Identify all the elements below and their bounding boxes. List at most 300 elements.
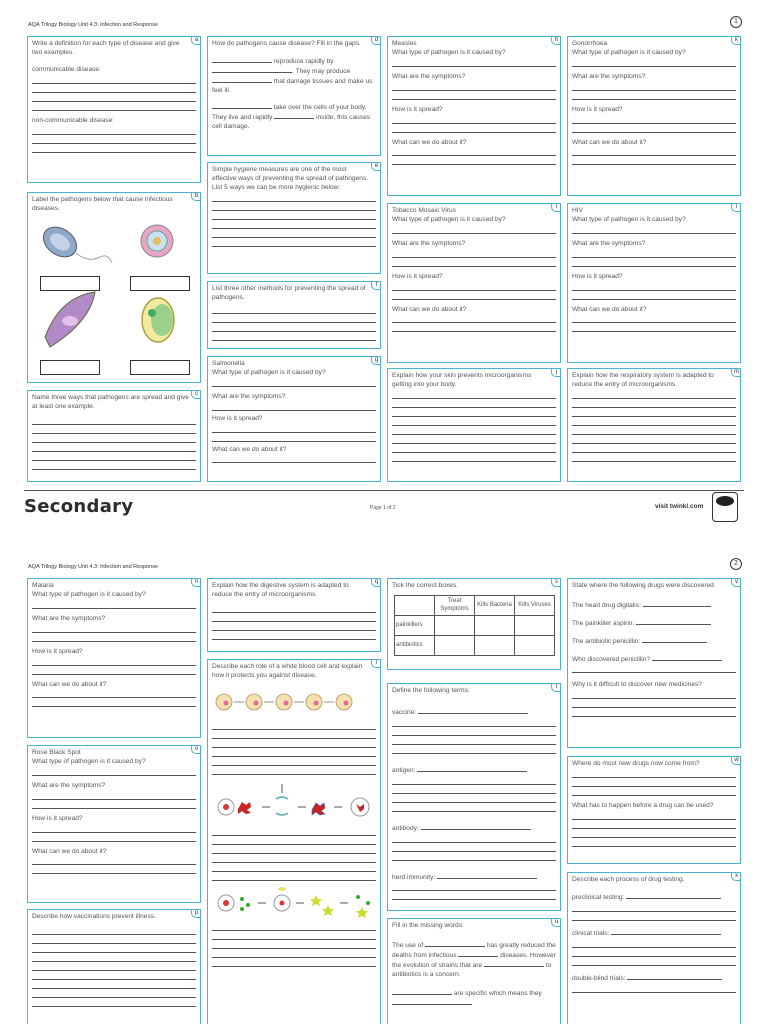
answer-line[interactable] xyxy=(392,82,556,91)
fill-gap[interactable] xyxy=(392,999,472,1005)
answer-line[interactable] xyxy=(572,912,736,921)
question-tag: i xyxy=(551,203,561,212)
gap-text: that damage tissues and make us feel ill. xyxy=(212,77,373,94)
answer-line[interactable] xyxy=(392,314,556,323)
answer-line[interactable] xyxy=(572,957,736,966)
question-box-w xyxy=(567,756,741,864)
answer-line[interactable] xyxy=(392,124,556,133)
question-text: Why is it difficult to discover new medicines? xyxy=(572,681,702,689)
answer-line[interactable] xyxy=(572,147,736,156)
answer-line[interactable] xyxy=(32,953,196,962)
question-text: What type of pathogen is it caused by? xyxy=(32,757,146,765)
answer-line[interactable] xyxy=(212,202,376,211)
answer-line[interactable] xyxy=(392,736,556,745)
answer-line[interactable] xyxy=(212,739,376,748)
answer-line[interactable] xyxy=(392,225,556,234)
question-tag: b xyxy=(191,192,201,201)
gap-text: has greatly reduced the deaths from infectious xyxy=(392,941,556,959)
question-text: What type of pathogen is it caused by? xyxy=(32,590,146,598)
answer-line[interactable] xyxy=(572,417,736,426)
question-tag: h xyxy=(551,36,561,45)
question-text: Explain how your skin prevents microorganisms getting into your body. xyxy=(392,372,532,388)
question-box-q xyxy=(207,578,381,652)
answer-line[interactable] xyxy=(32,791,196,800)
answer-line[interactable] xyxy=(32,84,196,93)
fill-gap[interactable] xyxy=(627,974,722,980)
answer-line[interactable] xyxy=(572,811,736,820)
answer-line[interactable] xyxy=(32,926,196,935)
question-tag: k xyxy=(731,36,741,45)
gap-text: The use of xyxy=(392,941,424,949)
answer-line[interactable] xyxy=(212,220,376,229)
fill-gap[interactable] xyxy=(636,619,711,625)
answer-line[interactable] xyxy=(392,249,556,258)
answer-line[interactable] xyxy=(392,785,556,794)
answer-line[interactable] xyxy=(572,282,736,291)
row-header: antibiotics xyxy=(395,635,435,655)
gap-text: . They may produce xyxy=(292,67,351,75)
answer-line[interactable] xyxy=(212,766,376,775)
question-text: How is it spread? xyxy=(572,105,623,113)
fill-gap[interactable] xyxy=(417,766,527,772)
fill-gap[interactable] xyxy=(212,67,292,73)
question-text: How is it spread? xyxy=(572,272,623,280)
drug-label: The heart drug digitalis: xyxy=(572,601,641,609)
answer-line[interactable] xyxy=(392,258,556,267)
answer-line[interactable] xyxy=(32,443,196,452)
answer-line[interactable] xyxy=(572,787,736,796)
answer-line[interactable] xyxy=(32,633,196,642)
answer-line[interactable] xyxy=(212,211,376,220)
question-box-s xyxy=(387,578,561,670)
question-tag: f xyxy=(371,281,381,290)
question-tag: j xyxy=(551,368,561,377)
answer-line[interactable] xyxy=(212,433,376,442)
column-header: Kills Bacteria xyxy=(475,595,515,615)
answer-line[interactable] xyxy=(32,698,196,707)
term-label: antigen: xyxy=(392,766,416,774)
question-text: What are the symptoms? xyxy=(572,239,646,247)
answer-line[interactable] xyxy=(212,845,376,854)
answer-line[interactable] xyxy=(212,305,376,314)
question-text: What can we do about it? xyxy=(32,680,107,688)
answer-line[interactable] xyxy=(32,856,196,865)
question-text: Describe each role of a white blood cell and explain how it protects you against disease. xyxy=(212,663,363,679)
answer-line[interactable] xyxy=(572,115,736,124)
fill-gap[interactable] xyxy=(418,708,528,714)
disease-title: Malaria xyxy=(32,582,54,589)
answer-line[interactable] xyxy=(32,935,196,944)
page-number: 1 xyxy=(730,16,742,28)
fill-gap[interactable] xyxy=(643,601,711,607)
question-box-e xyxy=(207,162,381,274)
answer-line[interactable] xyxy=(572,390,736,399)
answer-line[interactable] xyxy=(32,135,196,144)
answer-line[interactable] xyxy=(212,922,376,931)
answer-line[interactable] xyxy=(212,827,376,836)
answer-line[interactable] xyxy=(572,408,736,417)
question-text: How is it spread? xyxy=(392,272,443,280)
question-text: Name three ways that pathogens are spread and give at least one example. xyxy=(32,394,189,410)
question-tag: l xyxy=(731,203,741,212)
answer-line[interactable] xyxy=(572,708,736,717)
question-text: What can we do about it? xyxy=(212,445,287,453)
question-tag: v xyxy=(731,578,741,587)
tick-cell[interactable] xyxy=(475,635,515,655)
answer-line[interactable] xyxy=(572,690,736,699)
answer-line[interactable] xyxy=(32,93,196,102)
answer-line[interactable] xyxy=(212,872,376,881)
disease-title: Salmonella xyxy=(212,360,245,367)
answer-line[interactable] xyxy=(572,903,736,912)
fill-gap[interactable] xyxy=(642,637,707,643)
answer-line[interactable] xyxy=(32,666,196,675)
answer-line[interactable] xyxy=(572,124,736,133)
answer-line[interactable] xyxy=(572,225,736,234)
answer-line[interactable] xyxy=(212,757,376,766)
question-box-c xyxy=(27,390,201,482)
footer-rule xyxy=(24,490,744,491)
answer-line[interactable] xyxy=(32,971,196,980)
fill-gap[interactable] xyxy=(626,893,721,899)
answer-line[interactable] xyxy=(392,882,556,891)
answer-line[interactable] xyxy=(212,424,376,433)
answer-line[interactable] xyxy=(32,434,196,443)
gap-text: inside, this causes cell damage. xyxy=(212,114,371,131)
label-box[interactable] xyxy=(40,360,100,375)
answer-line[interactable] xyxy=(572,664,736,673)
answer-line[interactable] xyxy=(392,745,556,754)
answer-line[interactable] xyxy=(32,461,196,470)
question-box-t xyxy=(387,683,561,911)
drug-label: The antibiotic penicillin: xyxy=(572,637,641,645)
answer-line[interactable] xyxy=(392,390,556,399)
answer-line[interactable] xyxy=(212,323,376,332)
answer-line[interactable] xyxy=(392,417,556,426)
answer-line[interactable] xyxy=(32,416,196,425)
question-tag: p xyxy=(191,909,201,918)
answer-line[interactable] xyxy=(392,852,556,861)
question-text: What type of pathogen is it caused by? xyxy=(212,368,326,376)
prompt-label: communicable disease: xyxy=(32,65,101,73)
answer-line[interactable] xyxy=(32,657,196,666)
answer-line[interactable] xyxy=(212,836,376,845)
bacterium-image xyxy=(38,221,112,263)
answer-line[interactable] xyxy=(32,689,196,698)
gap-text: reproduce rapidly by xyxy=(273,57,334,65)
answer-line[interactable] xyxy=(32,980,196,989)
answer-line[interactable] xyxy=(32,962,196,971)
question-box-p xyxy=(27,909,201,1024)
answer-line[interactable] xyxy=(572,778,736,787)
answer-line[interactable] xyxy=(572,426,736,435)
answer-line[interactable] xyxy=(32,126,196,135)
question-text: How is it spread? xyxy=(32,647,83,655)
question-box-k xyxy=(567,36,741,196)
fill-gap[interactable] xyxy=(611,929,721,935)
answer-line[interactable] xyxy=(212,748,376,757)
label-box[interactable] xyxy=(130,360,190,375)
answer-line[interactable] xyxy=(392,147,556,156)
answer-line[interactable] xyxy=(392,115,556,124)
question-text: Label the pathogens below that cause infectious diseases. xyxy=(32,196,173,212)
question-box-n xyxy=(27,578,201,738)
question-tag: m xyxy=(731,368,741,377)
answer-line[interactable] xyxy=(212,940,376,949)
answer-line[interactable] xyxy=(212,454,376,463)
answer-line[interactable] xyxy=(32,102,196,111)
answer-line[interactable] xyxy=(32,800,196,809)
answer-line[interactable] xyxy=(32,824,196,833)
question-box-h xyxy=(387,36,561,196)
question-text: What can we do about it? xyxy=(32,847,107,855)
answer-line[interactable] xyxy=(572,984,736,993)
twinkl-badge-icon xyxy=(712,492,738,522)
fill-gap[interactable] xyxy=(212,57,272,63)
question-text: What type of pathogen is it caused by? xyxy=(572,48,686,56)
question-tag: r xyxy=(371,659,381,668)
tick-cell[interactable] xyxy=(475,615,515,635)
answer-line[interactable] xyxy=(32,767,196,776)
answer-line[interactable] xyxy=(572,91,736,100)
column-header: Treat Symptoms xyxy=(435,595,475,615)
answer-line[interactable] xyxy=(212,193,376,202)
question-tag: c xyxy=(191,390,201,399)
disease-title: Tobacco Mosaic Virus xyxy=(392,207,457,214)
disease-title: Gonorrhoea xyxy=(572,40,608,47)
prompt-label: non-communicable disease: xyxy=(32,116,115,124)
fill-gap[interactable] xyxy=(421,824,531,830)
answer-line[interactable] xyxy=(392,843,556,852)
secondary-logo: Secondary xyxy=(24,496,134,517)
answer-line[interactable] xyxy=(572,258,736,267)
term-label: vaccine: xyxy=(392,708,417,716)
answer-line[interactable] xyxy=(572,820,736,829)
question-text: How is it spread? xyxy=(32,814,83,822)
question-box-v xyxy=(567,578,741,748)
answer-line[interactable] xyxy=(32,144,196,153)
answer-line[interactable] xyxy=(572,435,736,444)
answer-line[interactable] xyxy=(392,891,556,900)
answer-line[interactable] xyxy=(212,931,376,940)
page-count: Page 1 of 2 xyxy=(370,505,396,511)
question-text: What can we do about it? xyxy=(392,138,467,146)
answer-line[interactable] xyxy=(572,58,736,67)
question-text: What are the symptoms? xyxy=(32,781,106,789)
question-text: What type of pathogen is it caused by? xyxy=(392,215,506,223)
question-tag: w xyxy=(731,756,741,765)
question-text: What can we do about it? xyxy=(572,305,647,313)
column-header: Kills Viruses xyxy=(515,595,555,615)
question-text: Tick the correct boxes. xyxy=(392,582,459,589)
answer-line[interactable] xyxy=(392,408,556,417)
answer-line[interactable] xyxy=(392,435,556,444)
answer-line[interactable] xyxy=(32,989,196,998)
term-label: antibody: xyxy=(392,824,419,832)
question-tag: d xyxy=(371,36,381,45)
disease-title: Measles xyxy=(392,40,417,47)
question-tag: e xyxy=(371,162,381,171)
answer-line[interactable] xyxy=(32,833,196,842)
question-text: What can we do about it? xyxy=(572,138,647,146)
tick-cell[interactable] xyxy=(515,635,555,655)
row-header: painkillers xyxy=(395,615,435,635)
question-box-d xyxy=(207,36,381,156)
answer-line[interactable] xyxy=(392,399,556,408)
fill-gap[interactable] xyxy=(652,655,722,661)
answer-line[interactable] xyxy=(392,156,556,165)
question-text: What are the symptoms? xyxy=(392,239,466,247)
fill-gap[interactable] xyxy=(274,113,314,119)
answer-line[interactable] xyxy=(572,829,736,838)
question-text: What type of pathogen is it caused by? xyxy=(572,215,686,223)
process-label: preclinical testing: xyxy=(572,893,625,901)
question-tag: s xyxy=(551,578,561,587)
question-box-i xyxy=(387,203,561,363)
answer-line[interactable] xyxy=(392,323,556,332)
answer-line[interactable] xyxy=(212,314,376,323)
answer-line[interactable] xyxy=(392,776,556,785)
answer-line[interactable] xyxy=(212,730,376,739)
question-text: Explain how the digestive system is adapted to reduce the entry of microorganisms. xyxy=(212,582,349,598)
fungus-cell-image xyxy=(142,298,174,342)
gap-text: to antibiotics is a concern. xyxy=(392,961,552,978)
answer-line[interactable] xyxy=(392,291,556,300)
question-text: Describe how vaccinations prevent illness. xyxy=(32,913,156,920)
answer-line[interactable] xyxy=(32,452,196,461)
answer-line[interactable] xyxy=(392,444,556,453)
answer-line[interactable] xyxy=(212,229,376,238)
answer-line[interactable] xyxy=(392,727,556,736)
fill-gap[interactable] xyxy=(392,989,452,995)
answer-line[interactable] xyxy=(572,399,736,408)
tick-table xyxy=(394,595,555,656)
fill-gap[interactable] xyxy=(212,77,272,83)
question-box-a xyxy=(27,36,201,183)
question-box-f xyxy=(207,281,381,349)
answer-line[interactable] xyxy=(572,939,736,948)
question-tag: q xyxy=(371,578,381,587)
pathogen-images xyxy=(30,217,200,377)
answer-line[interactable] xyxy=(572,453,736,462)
answer-line[interactable] xyxy=(212,863,376,872)
answer-line[interactable] xyxy=(572,699,736,708)
virus-image xyxy=(141,225,173,257)
question-box-b xyxy=(27,192,201,383)
answer-line[interactable] xyxy=(392,282,556,291)
answer-line[interactable] xyxy=(32,624,196,633)
term-label: herd immunity: xyxy=(392,873,436,881)
page-header: AQA Trilogy Biology Unit 4.3: Infection and Response xyxy=(28,564,158,570)
answer-line[interactable] xyxy=(392,426,556,435)
answer-line[interactable] xyxy=(392,718,556,727)
answer-line[interactable] xyxy=(392,834,556,843)
answer-line[interactable] xyxy=(32,944,196,953)
answer-line[interactable] xyxy=(572,323,736,332)
question-box-r xyxy=(207,659,381,1024)
answer-line[interactable] xyxy=(32,865,196,874)
answer-line[interactable] xyxy=(572,291,736,300)
question-box-m xyxy=(567,368,741,482)
question-text: Define the following terms: xyxy=(392,687,470,694)
answer-line[interactable] xyxy=(572,314,736,323)
drug-label: Who discovered penicillin? xyxy=(572,655,651,663)
protist-image xyxy=(45,292,95,347)
question-box-g xyxy=(207,356,381,482)
question-text: Write a definition for each type of disease and give two examples. xyxy=(32,40,180,56)
question-text: Where do most new drugs now come from? xyxy=(572,760,700,767)
answer-line[interactable] xyxy=(212,402,376,411)
answer-line[interactable] xyxy=(392,58,556,67)
label-box[interactable] xyxy=(130,276,190,291)
answer-line[interactable] xyxy=(212,854,376,863)
fill-gap[interactable] xyxy=(484,961,544,967)
answer-line[interactable] xyxy=(392,453,556,462)
answer-line[interactable] xyxy=(572,769,736,778)
answer-line[interactable] xyxy=(212,238,376,247)
answer-line[interactable] xyxy=(212,622,376,631)
answer-line[interactable] xyxy=(572,156,736,165)
process-label: double-blind trials: xyxy=(572,974,626,982)
fill-gap[interactable] xyxy=(425,941,485,947)
answer-line[interactable] xyxy=(392,91,556,100)
answer-line[interactable] xyxy=(212,604,376,613)
antibody-diagram xyxy=(212,779,378,823)
disease-title: HIV xyxy=(572,207,583,214)
antitoxin-diagram xyxy=(212,885,378,919)
question-text: Describe each process of drug testing. xyxy=(572,876,685,883)
question-text: How is it spread? xyxy=(212,414,263,422)
answer-line[interactable] xyxy=(32,75,196,84)
disease-title: Rose Black Spot xyxy=(32,749,81,756)
question-text: Explain how the respiratory system is adapted to reduce the entry of microorganisms. xyxy=(572,372,714,388)
answer-line[interactable] xyxy=(32,998,196,1007)
drug-label: The painkiller aspirin: xyxy=(572,619,635,627)
answer-line[interactable] xyxy=(212,631,376,640)
visit-link[interactable]: visit twinkl.com xyxy=(655,503,704,510)
tick-cell[interactable] xyxy=(435,635,475,655)
answer-line[interactable] xyxy=(572,82,736,91)
tick-cell[interactable] xyxy=(515,615,555,635)
question-text: How do pathogens cause disease? Fill in the gaps. xyxy=(212,40,361,47)
answer-line[interactable] xyxy=(392,803,556,812)
answer-line[interactable] xyxy=(572,249,736,258)
page-number: 2 xyxy=(730,558,742,570)
question-text: How is it spread? xyxy=(392,105,443,113)
table-corner xyxy=(395,595,435,615)
answer-line[interactable] xyxy=(572,948,736,957)
fill-gap[interactable] xyxy=(437,873,537,879)
gap-text: take over the cells of your body. They live and rapidly xyxy=(212,104,367,122)
answer-line[interactable] xyxy=(212,378,376,387)
answer-line[interactable] xyxy=(32,600,196,609)
answer-line[interactable] xyxy=(392,794,556,803)
tick-cell[interactable] xyxy=(435,615,475,635)
answer-line[interactable] xyxy=(572,444,736,453)
fill-gap[interactable] xyxy=(212,103,272,109)
answer-line[interactable] xyxy=(212,958,376,967)
answer-line[interactable] xyxy=(32,425,196,434)
answer-line[interactable] xyxy=(212,332,376,341)
answer-line[interactable] xyxy=(212,721,376,730)
label-box[interactable] xyxy=(40,276,100,291)
answer-line[interactable] xyxy=(212,613,376,622)
answer-line[interactable] xyxy=(572,838,736,847)
fill-gap[interactable] xyxy=(458,951,498,957)
question-tag: n xyxy=(191,578,201,587)
answer-line[interactable] xyxy=(212,949,376,958)
question-box-l xyxy=(567,203,741,363)
